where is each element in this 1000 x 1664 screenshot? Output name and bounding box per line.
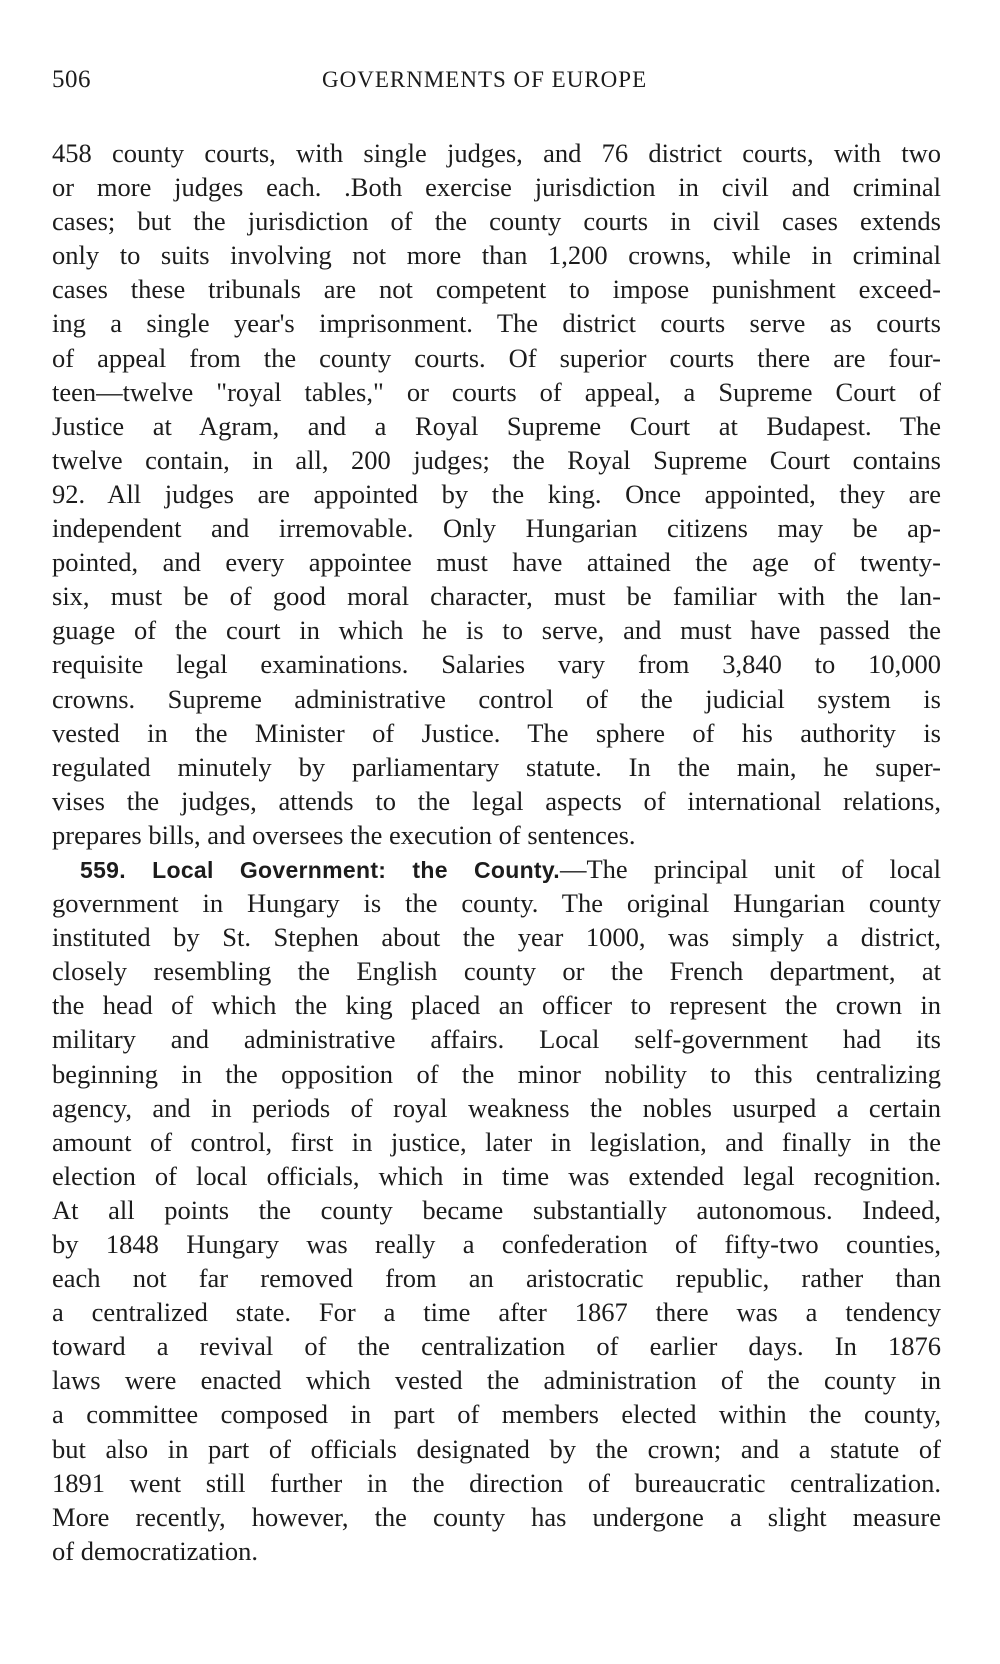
text-line: amount of control, first in justice, later in legislation, and finally in the (52, 1126, 941, 1157)
text-line: military and administrative affairs. Local self-government had its (52, 1024, 941, 1055)
text-line: At all points the county became substantially autonomous. Indeed, (52, 1194, 941, 1225)
text-line: ing a single year's imprisonment. The district courts serve as courts (52, 308, 941, 339)
text-line: toward a revival of the centralization of earlier days. In 1876 (52, 1331, 941, 1362)
text-line: Justice at Agram, and a Royal Supreme Court at Budapest. The (52, 410, 941, 441)
text-line: pointed, and every appointee must have attained the age of twenty- (52, 547, 941, 578)
text-line: but also in part of officials designated by the crown; and a statute of (52, 1433, 941, 1464)
text-line: only to suits involving not more than 1,200 crowns, while in criminal (52, 240, 941, 271)
text-line: six, must be of good moral character, must be familiar with the lan- (52, 581, 941, 612)
text-line: election of local officials, which in time was extended legal recognition. (52, 1160, 941, 1191)
text-line: 1891 went still further in the direction of bureaucratic centralization. (52, 1467, 941, 1498)
text-line: each not far removed from an aristocratic republic, rather than (52, 1263, 941, 1294)
text-line: regulated minutely by parliamentary statute. In the main, he super- (52, 751, 941, 782)
running-title: GOVERNMENTS OF EUROPE (322, 67, 648, 92)
text-line: 458 county courts, with single judges, and 76 district courts, with two (52, 138, 941, 168)
page-number: 506 (52, 66, 91, 93)
text-line: vises the judges, attends to the legal aspects of international relations, (52, 785, 941, 816)
text-line: More recently, however, the county has undergone a slight measure (52, 1501, 941, 1532)
paragraph-judiciary (52, 136, 941, 852)
text-line: or more judges each. .Both exercise jurisdiction in civil and criminal (52, 172, 941, 203)
text-line: independent and irremovable. Only Hungarian citizens may be ap- (52, 513, 941, 544)
text-line: government in Hungary is the county. The original Hungarian county (52, 888, 941, 919)
text-line: of appeal from the county courts. Of superior courts there are four- (52, 342, 941, 373)
text-line: instituted by St. Stephen about the year 1000, was simply a district, (52, 922, 941, 953)
text-line: cases; but the jurisdiction of the county courts in civil cases extends (52, 206, 941, 237)
text-line: cases these tribunals are not competent to impose punishment exceed- (52, 274, 941, 305)
text-line: by 1848 Hungary was really a confederation of fifty-two counties, (52, 1229, 941, 1259)
section-heading-continuation: —The principal unit of local (559, 853, 941, 884)
text-line: beginning in the opposition of the minor nobility to this centralizing (52, 1058, 941, 1089)
text-line: prepares bills, and oversees the execution of sentences. (52, 819, 636, 850)
text-line: vested in the Minister of Justice. The sphere of his authority is (52, 717, 941, 748)
text-line: requisite legal examinations. Salaries vary from 3,840 to 10,000 (52, 649, 941, 680)
text-line: a committee composed in part of members elected within the county, (52, 1399, 941, 1430)
text-line: closely resembling the English county or the French department, at (52, 956, 941, 987)
section-local-government (52, 852, 941, 1568)
text-line: twelve contain, in all, 200 judges; the Royal Supreme Court contains (52, 444, 941, 475)
text-line: 92. All judges are appointed by the king. Once appointed, they are (52, 478, 941, 509)
body-text (52, 136, 941, 1568)
text-line: a centralized state. For a time after 1867 there was a tendency (52, 1297, 941, 1328)
section-first-line (52, 852, 941, 886)
text-line: of democratization. (52, 1535, 259, 1566)
text-line: guage of the court in which he is to serve, and must have passed the (52, 615, 941, 646)
section-heading: 559. Local Government: the County. (80, 856, 560, 883)
text-line: crowns. Supreme administrative control of the judicial system is (52, 683, 941, 714)
text-line: agency, and in periods of royal weakness the nobles usurped a certain (52, 1092, 941, 1123)
text-line: teen—twelve "royal tables," or courts of appeal, a Supreme Court of (52, 376, 941, 407)
text-line: laws were enacted which vested the administration of the county in (52, 1365, 941, 1396)
running-header (52, 66, 942, 106)
text-line: the head of which the king placed an officer to represent the crown in (52, 990, 941, 1021)
